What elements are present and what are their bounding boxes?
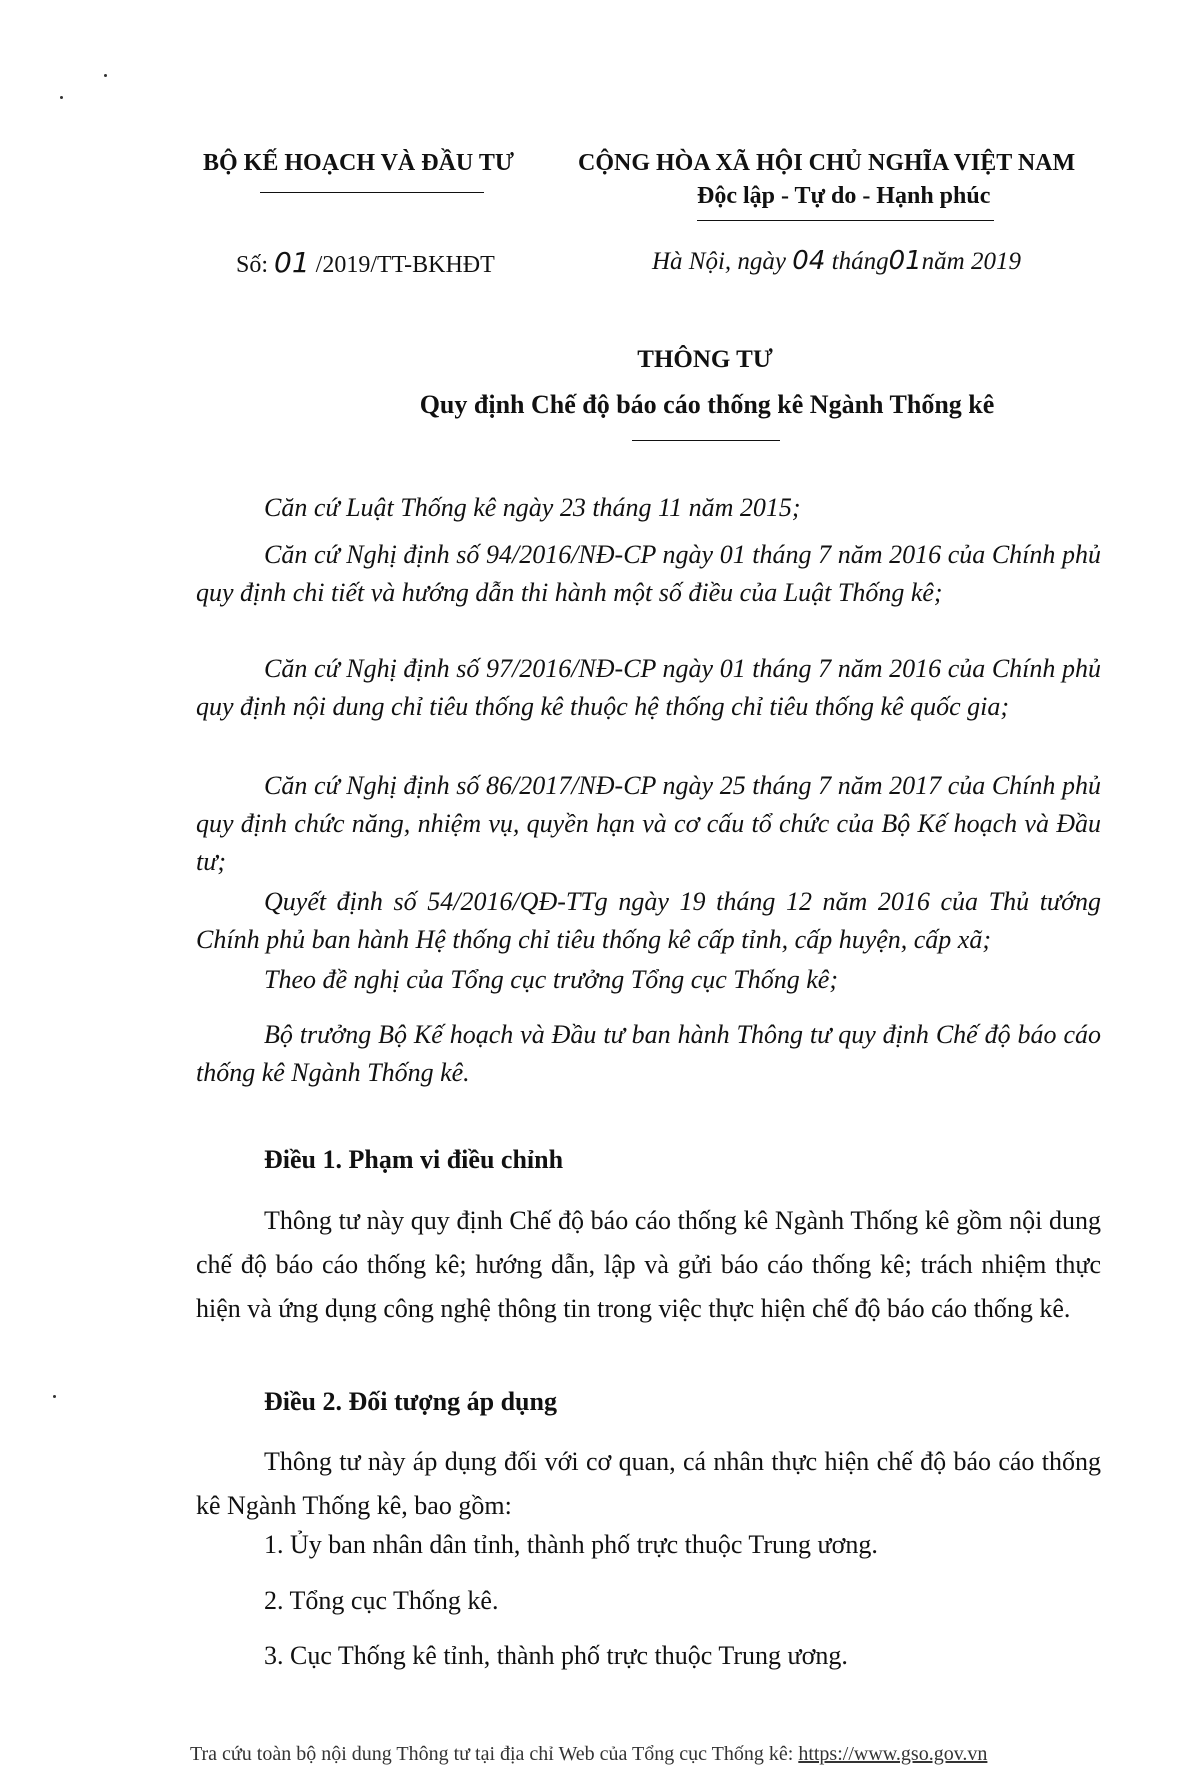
ministry-name: BỘ KẾ HOẠCH VÀ ĐẦU TƯ	[203, 150, 514, 176]
article-1-text: Thông tư này quy định Chế độ báo cáo thống kê Ngành Thống kê gồm nội dung chế độ báo cáo thống kê; hướng dẫn, lập và gửi báo cáo thống kê; trách nhiệm thực hiện và ứng dụng công nghệ thông tin trong việc thực hiện chế độ báo cáo thống kê.	[196, 1206, 1101, 1323]
date-year: năm 2019	[921, 248, 1021, 275]
preamble-2: Căn cứ Nghị định số 94/2016/NĐ-CP ngày 01 tháng 7 năm 2016 của Chính phủ quy định chi tiết và hướng dẫn thi hành một số điều của Luật Thống kê;	[196, 540, 1101, 607]
article-2-heading: Điều 2. Đối tượng áp dụng	[264, 1387, 557, 1416]
article-2-text: Thông tư này áp dụng đối với cơ quan, cá nhân thực hiện chế độ báo cáo thống kê Ngành Thống kê, bao gồm:	[196, 1447, 1101, 1520]
scan-speck	[104, 74, 107, 77]
preamble-4: Căn cứ Nghị định số 86/2017/NĐ-CP ngày 25 tháng 7 năm 2017 của Chính phủ quy định chức năng, nhiệm vụ, quyền hạn và cơ cấu tổ chức của Bộ Kế hoạch và Đầu tư;	[196, 771, 1101, 876]
issue-date	[652, 246, 1021, 276]
subject-underline	[632, 440, 780, 441]
handwritten-day: 04	[792, 246, 826, 276]
scan-speck	[60, 96, 63, 99]
document-number	[236, 246, 495, 279]
preamble-7: Bộ trưởng Bộ Kế hoạch và Đầu tư ban hành Thông tư quy định Chế độ báo cáo thống kê Ngành Thống kê.	[196, 1020, 1101, 1087]
scan-speck	[53, 1395, 56, 1398]
number-prefix: Số:	[236, 252, 269, 278]
preamble-1: Căn cứ Luật Thống kê ngày 23 tháng 11 năm 2015;	[264, 493, 801, 522]
date-place: Hà Nội, ngày	[652, 248, 787, 275]
preamble-5: Quyết định số 54/2016/QĐ-TTg ngày 19 tháng 12 năm 2016 của Thủ tướng Chính phủ ban hành Hệ thống chỉ tiêu thống kê cấp tỉnh, cấp huyện, cấp xã;	[196, 887, 1101, 954]
national-motto: Độc lập - Tự do - Hạnh phúc	[697, 183, 991, 209]
republic-name: CỘNG HÒA XÃ HỘI CHỦ NGHĨA VIỆT NAM	[578, 150, 1076, 176]
ministry-underline	[260, 192, 484, 193]
footer-note	[190, 1743, 987, 1766]
article-1-heading: Điều 1. Phạm vi điều chỉnh	[264, 1145, 564, 1174]
preamble-6: Theo đề nghị của Tổng cục trưởng Tổng cục Thống kê;	[264, 965, 838, 994]
preamble-3: Căn cứ Nghị định số 97/2016/NĐ-CP ngày 01 tháng 7 năm 2016 của Chính phủ quy định nội dung chỉ tiêu thống kê thuộc hệ thống chỉ tiêu thống kê quốc gia;	[196, 654, 1101, 721]
date-month-label: tháng	[831, 248, 889, 275]
handwritten-month: 01	[888, 246, 922, 276]
document-type: THÔNG TƯ	[637, 346, 773, 373]
list-item-3: 3. Cục Thống kê tỉnh, thành phố trực thuộc Trung ương.	[264, 1641, 848, 1670]
footer-text: Tra cứu toàn bộ nội dung Thông tư tại địa chỉ Web của Tổng cục Thống kê:	[190, 1743, 794, 1765]
number-suffix: /2019/TT-BKHĐT	[315, 252, 495, 278]
footer-link[interactable]: https://www.gso.gov.vn	[798, 1743, 988, 1765]
handwritten-number: 01	[274, 246, 310, 279]
document-subject: Quy định Chế độ báo cáo thống kê Ngành Thống kê	[419, 390, 995, 419]
list-item-2: 2. Tổng cục Thống kê.	[264, 1586, 499, 1615]
motto-underline	[697, 220, 994, 221]
list-item-1: 1. Ủy ban nhân dân tỉnh, thành phố trực thuộc Trung ương.	[264, 1530, 878, 1559]
